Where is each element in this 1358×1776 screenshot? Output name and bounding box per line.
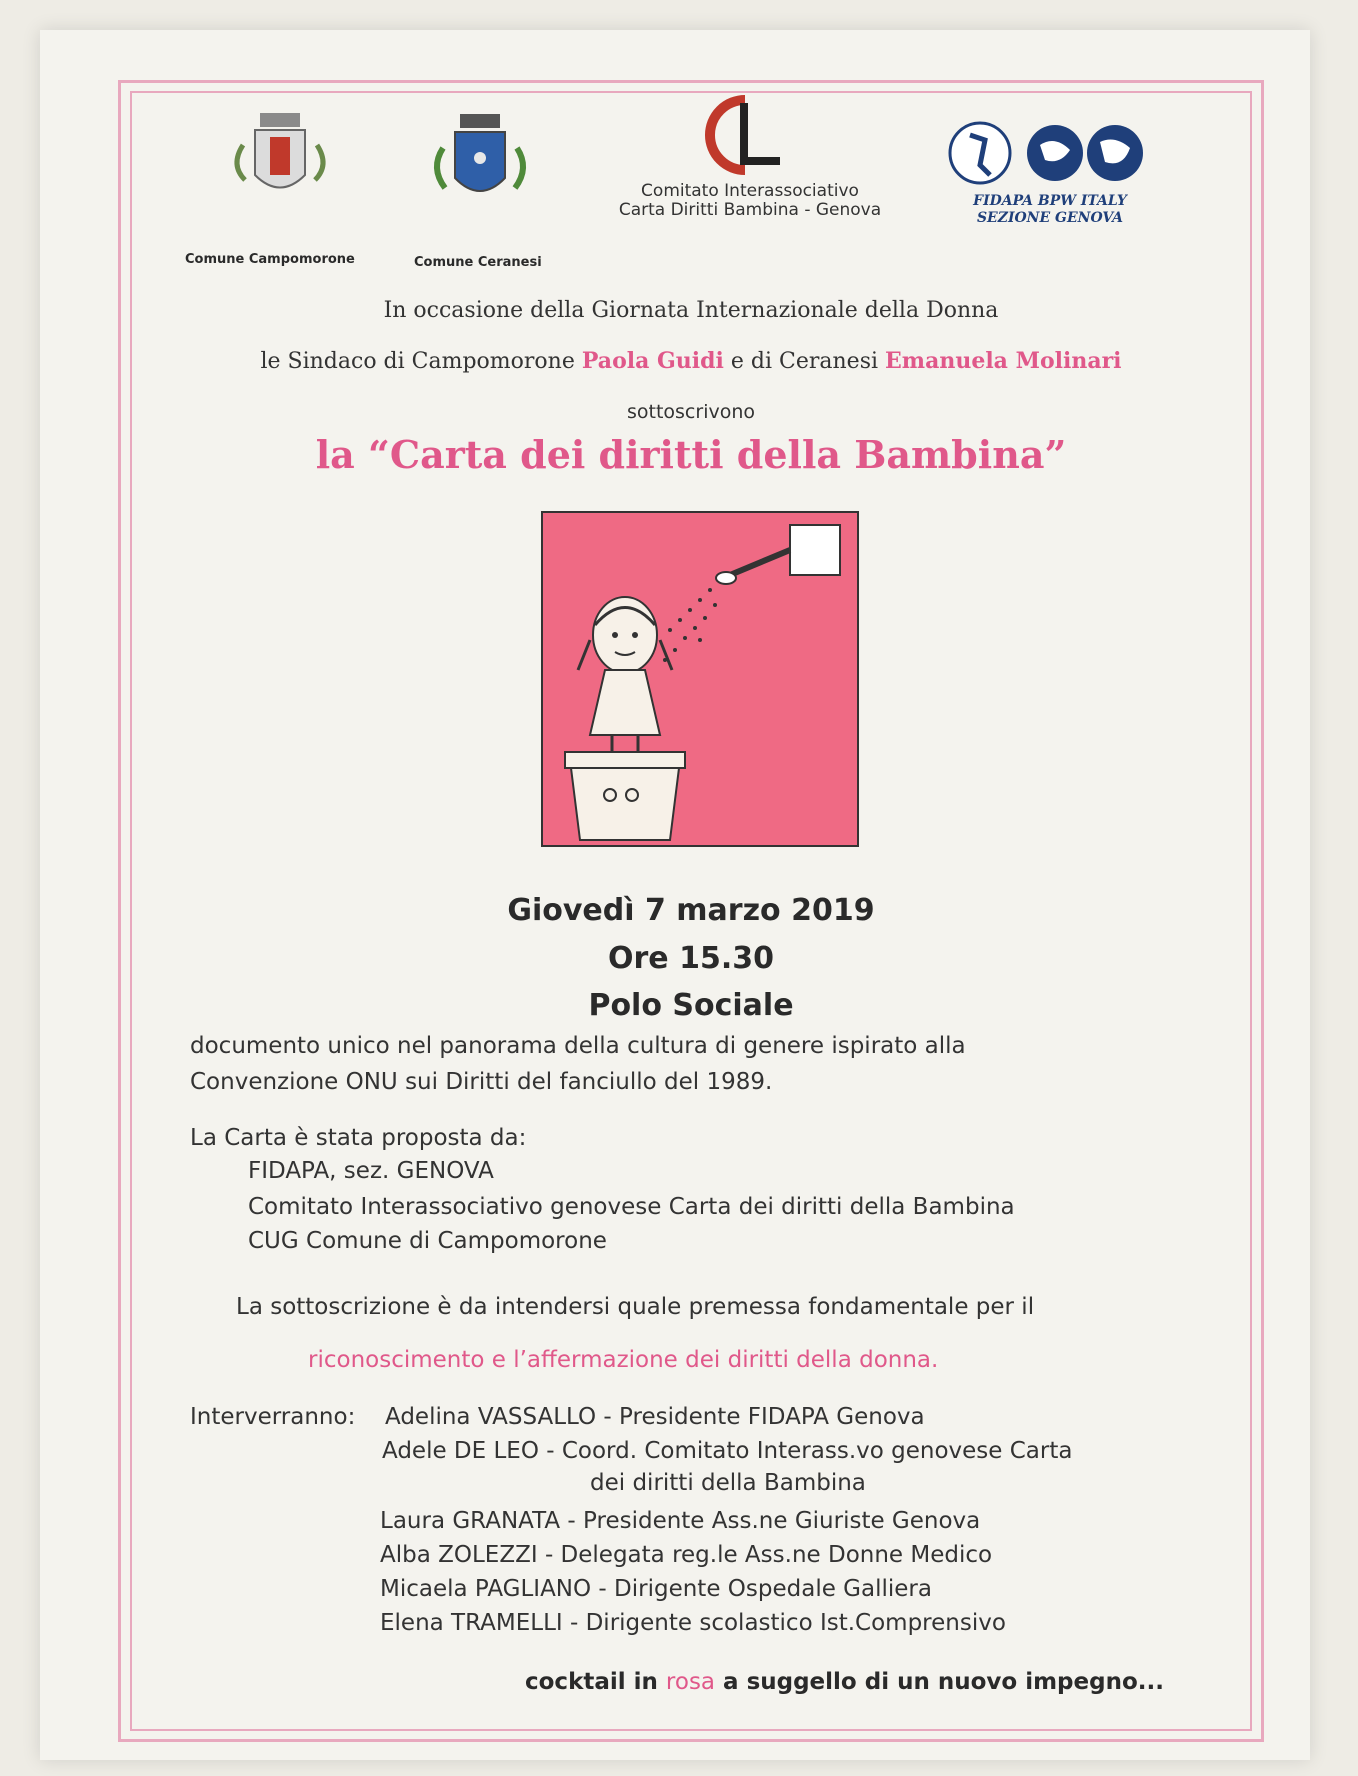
intro-line2-b: e di Ceranesi [723, 349, 886, 374]
speaker-item: dei diritti della Bambina [590, 1470, 866, 1496]
ceranesi-label: Comune Ceranesi [414, 255, 542, 270]
logo-campomorone [225, 105, 335, 225]
proposed-by-label: La Carta è stata proposta da: [190, 1125, 527, 1151]
fidapa-caption [940, 193, 1160, 227]
event-date: Giovedì 7 marzo 2019 [507, 893, 875, 928]
description-line1: documento unico nel panorama della cultura di genere ispirato alla [190, 1033, 966, 1059]
event-place: Polo Sociale [588, 988, 794, 1023]
fidapa-line2: SEZIONE GENOVA [976, 210, 1124, 226]
speaker-item: Micaela PAGLIANO - Dirigente Ospedale Galliera [380, 1576, 932, 1602]
closing-part3: a suggello di un nuovo impegno... [715, 1669, 1164, 1695]
mayor-name-2: Emanuela Molinari [885, 348, 1122, 374]
intro-line2-a: le Sindaco di Campomorone [260, 349, 582, 374]
mayor-name-1: Paola Guidi [581, 348, 724, 374]
logo-comitato [700, 95, 790, 175]
intro-line3: sottoscrivono [626, 401, 756, 423]
comitato-line2: Carta Diritti Bambina - Genova [618, 200, 882, 220]
speaker-item: Alba ZOLEZZI - Delegata reg.le Ass.ne Donne Medico [380, 1542, 993, 1568]
proposer-item: CUG Comune di Campomorone [248, 1228, 607, 1254]
closing-part1: cocktail in [525, 1669, 666, 1695]
proposer-item: FIDAPA, sez. GENOVA [248, 1158, 494, 1184]
premise-text: La sottoscrizione è da intendersi quale premessa fondamentale per il [236, 1294, 1035, 1320]
speaker-item: Elena TRAMELLI - Dirigente scolastico Ist.Comprensivo [380, 1610, 1006, 1636]
campomorone-label: Comune Campomorone [185, 252, 355, 267]
page-title: la “Carta dei diritti della Bambina” [315, 432, 1067, 477]
proposer-item: Comitato Interassociativo genovese Carta dei diritti della Bambina [248, 1194, 1015, 1220]
logo-fidapa [945, 120, 1155, 190]
speaker-item: Adelina VASSALLO - Presidente FIDAPA Genova [385, 1404, 925, 1430]
event-time: Ore 15.30 [608, 941, 774, 976]
comitato-caption [600, 182, 900, 220]
speaker-item: Adele DE LEO - Coord. Comitato Interass.vo genovese Carta [382, 1438, 1073, 1464]
description-line2: Convenzione ONU sui Diritti del fanciullo del 1989. [190, 1069, 773, 1095]
logo-ceranesi [425, 108, 535, 228]
illustration-girl-in-pot [540, 510, 860, 848]
intro-line1: In occasione della Giornata Internazionale della Donna [383, 298, 999, 323]
closing-rosa: rosa [665, 1669, 716, 1695]
intro-line2 [130, 348, 1252, 374]
fidapa-line1: FIDAPA BPW ITALY [973, 193, 1127, 209]
comitato-line1: Comitato Interassociativo [641, 181, 859, 201]
closing-line [525, 1669, 1164, 1695]
speakers-label: Interverranno: [190, 1404, 356, 1430]
speaker-item: Laura GRANATA - Presidente Ass.ne Giuriste Genova [380, 1508, 981, 1534]
rights-text: riconoscimento e l’affermazione dei diritti della donna. [308, 1347, 939, 1373]
